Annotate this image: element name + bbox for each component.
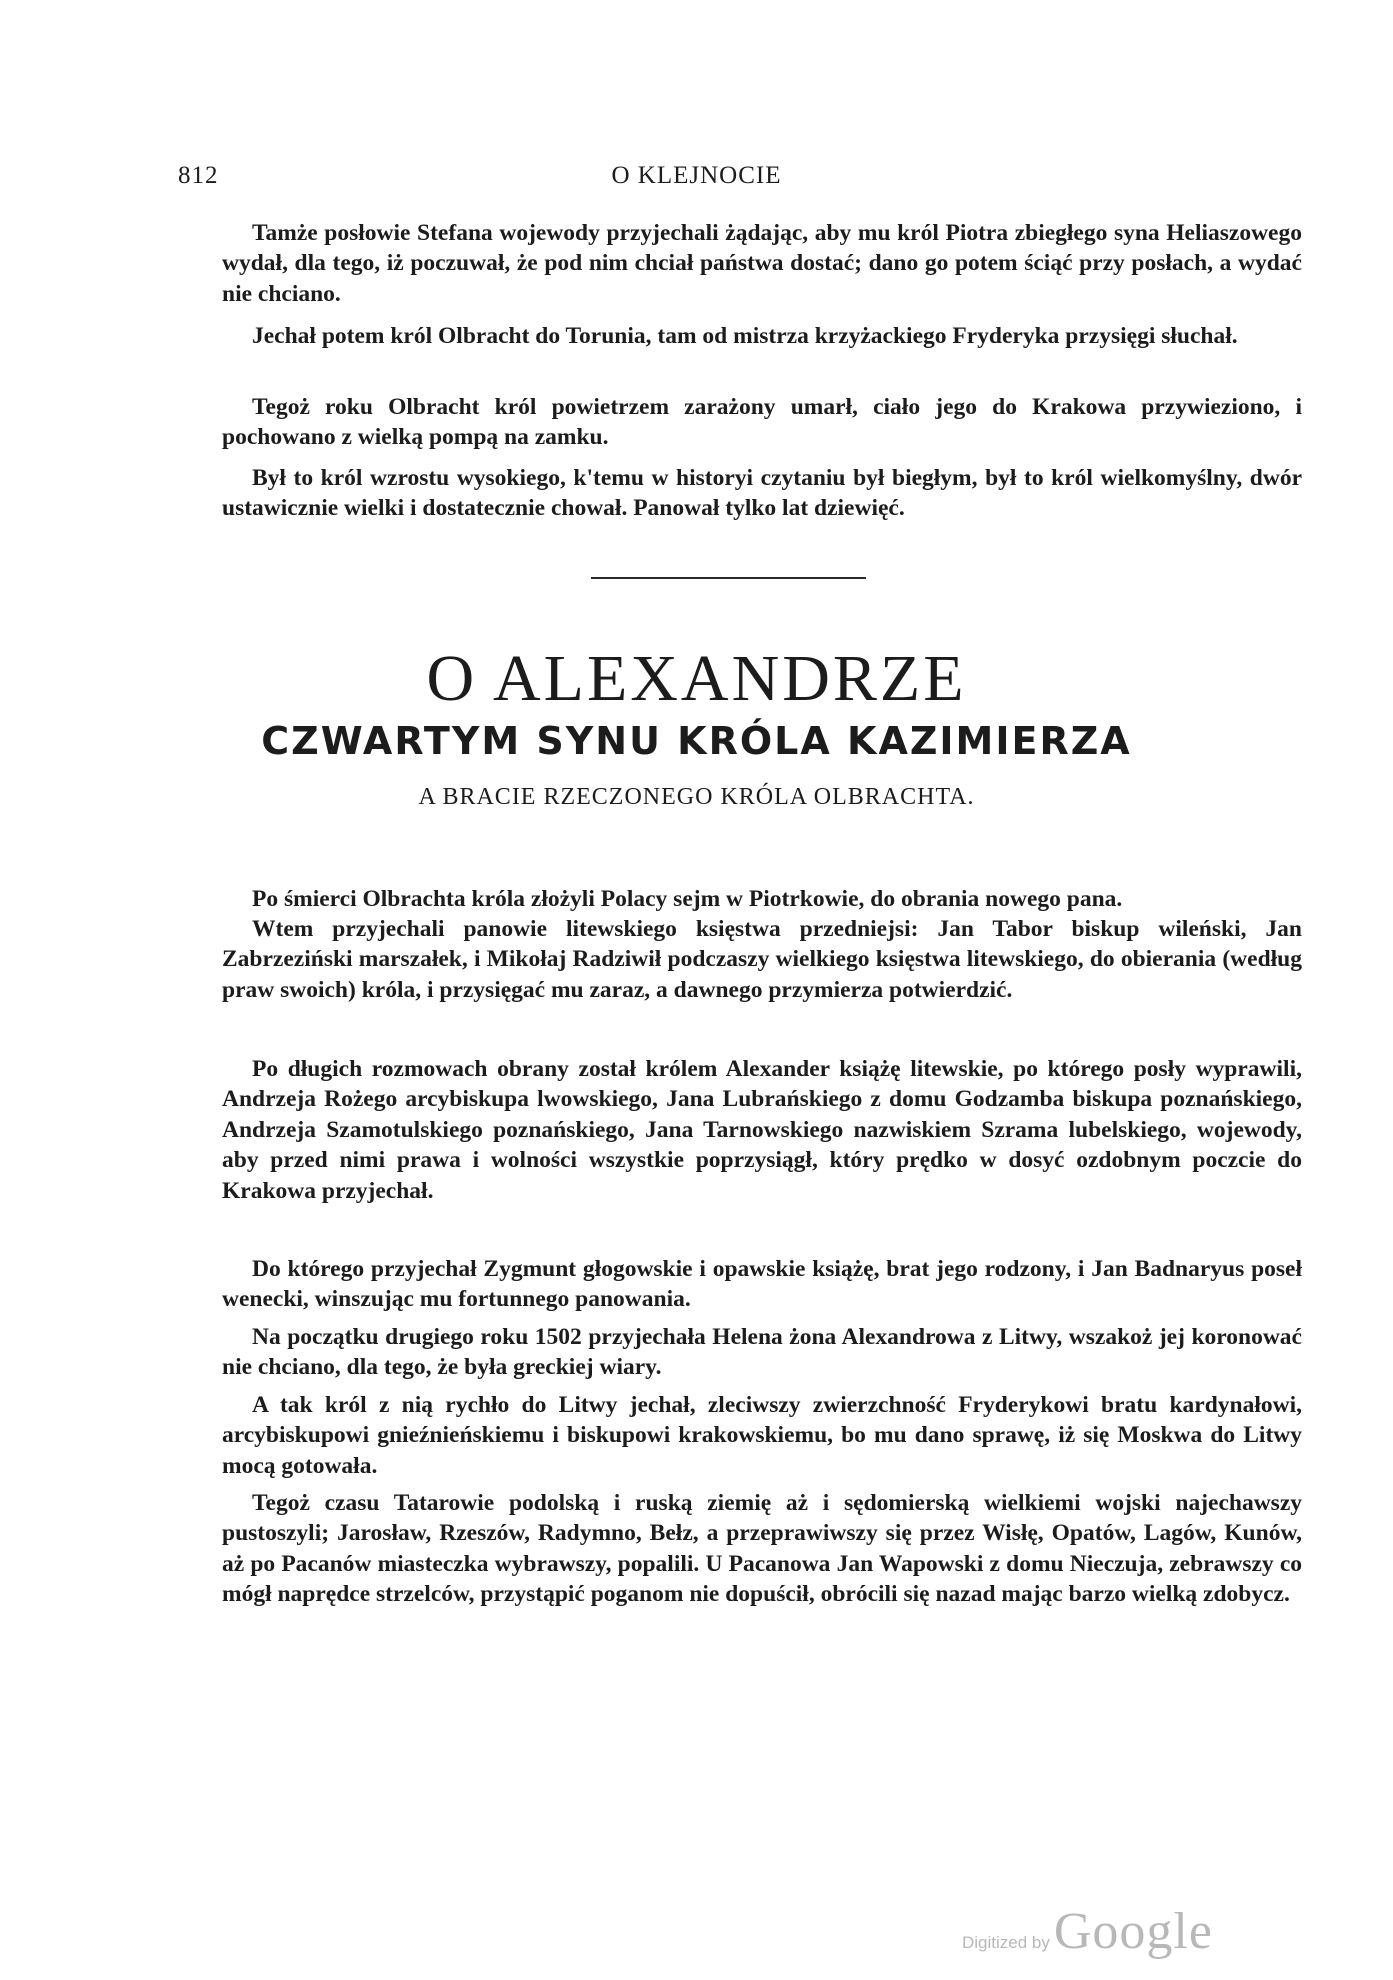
paragraph: Po śmierci Olbrachta króla złożyli Polacy sejm w Piotrkowie, do obrania nowego pana. (252, 886, 1123, 912)
page-number: 812 (178, 162, 219, 189)
paragraph: Po długich rozmowach obrany został królem Alexander książę litewskie, po którego posły wyprawili, Andrzeja Rożego arcybiskupa lwowskiego, Jana Lubrańskiego z domu Godzamba biskupa poznańskiego, Andrzeja Szamotulskiego poznańskiego, Jana Tarnowskiego nazwiskiem Szrama lubelskiego, wojewody, aby przed nimi prawa i wolności wszystkie poprzysiągł, który prędko w dosyć ozdobnym poczcie do Krakowa przyjechał. (222, 1056, 1302, 1204)
paragraph: Na początku drugiego roku 1502 przyjechała Helena żona Alexandrowa z Litwy, wszakoż jej koronować nie chciano, dla tego, że była greckiej wiary. (222, 1324, 1302, 1381)
paragraph: Był to król wzrostu wysokiego, k'temu w historyi czytaniu był biegłym, był to król wielkomyślny, dwór ustawicznie wielki i dostatecznie chował. Panował tylko lat dziewięć. (222, 465, 1302, 522)
paragraph: Tegoż czasu Tatarowie podolską i ruską ziemię aż i sędomierską wielkiemi wojski najechawszy pustoszyli; Jarosław, Rzeszów, Radymno, Bełz, a przeprawiwszy się przez Wisłę, Opatów, Lagów, Kunów, aż po Pacanów miasteczka wybrawszy, popalili. U Pacanowa Jan Wapowski z domu Nieczuja, zebrawszy co mógł naprędce strzelców, przystąpić poganom nie dopuścił, obrócili się nazad mając barzo wielką zdobycz. (222, 1490, 1302, 1608)
paragraph: Do którego przyjechał Zygmunt głogowskie i opawskie książę, brat jego rodzony, i Jan Badnaryus poseł wenecki, winszując mu fortunnego panowania. (222, 1256, 1302, 1313)
paragraph: Jechał potem król Olbracht do Torunia, tam od mistrza krzyżackiego Fryderyka przysięgi słuchał. (252, 323, 1238, 349)
paragraph: Wtem przyjechali panowie litewskiego księstwa przedniejsi: Jan Tabor biskup wileński, Jan Zabrzeziński marszałek, i Mikołaj Radziwił podczaszy wielkiego księstwa litewskiego, do obierania (według praw swoich) króla, i przysięgać mu zaraz, a dawnego przymierza potwierdzić. (222, 916, 1302, 1003)
section-divider (591, 577, 866, 579)
paragraph: Tamże posłowie Stefana wojewody przyjechali żądając, aby mu król Piotra zbiegłego syna Heliaszowego wydał, dla tego, iż poczuwał, że pod nim chciał państwa dostać; dano go potem ściąć przy posłach, a wydać nie chciano. (222, 220, 1302, 307)
google-logo: Google (1053, 1903, 1213, 1960)
paragraph: Tegoż roku Olbracht król powietrzem zarażony umarł, ciało jego do Krakowa przywieziono, i pochowano z wielką pompą na zamku. (222, 394, 1302, 451)
section-title: O ALEXANDRZE (426, 642, 967, 715)
running-head: O KLEJNOCIE (611, 162, 782, 189)
digitized-watermark (962, 1902, 1213, 1961)
paragraph: A tak król z nią rychło do Litwy jechał, zleciwszy zwierzchność Fryderykowi bratu kardynałowi, arcybiskupowi gnieźnieńskiemu i biskupowi krakowskiemu, bo mu dano sprawę, iż się Moskwa do Litwy mocą gotowała. (222, 1392, 1302, 1479)
section-subtitle: CZWARTYM SYNU KRÓLA KAZIMIERZA (261, 719, 1132, 763)
section-subtitle-secondary: A BRACIE RZECZONEGO KRÓLA OLBRACHTA. (418, 784, 975, 810)
watermark-caption: Digitized by (962, 1933, 1050, 1952)
